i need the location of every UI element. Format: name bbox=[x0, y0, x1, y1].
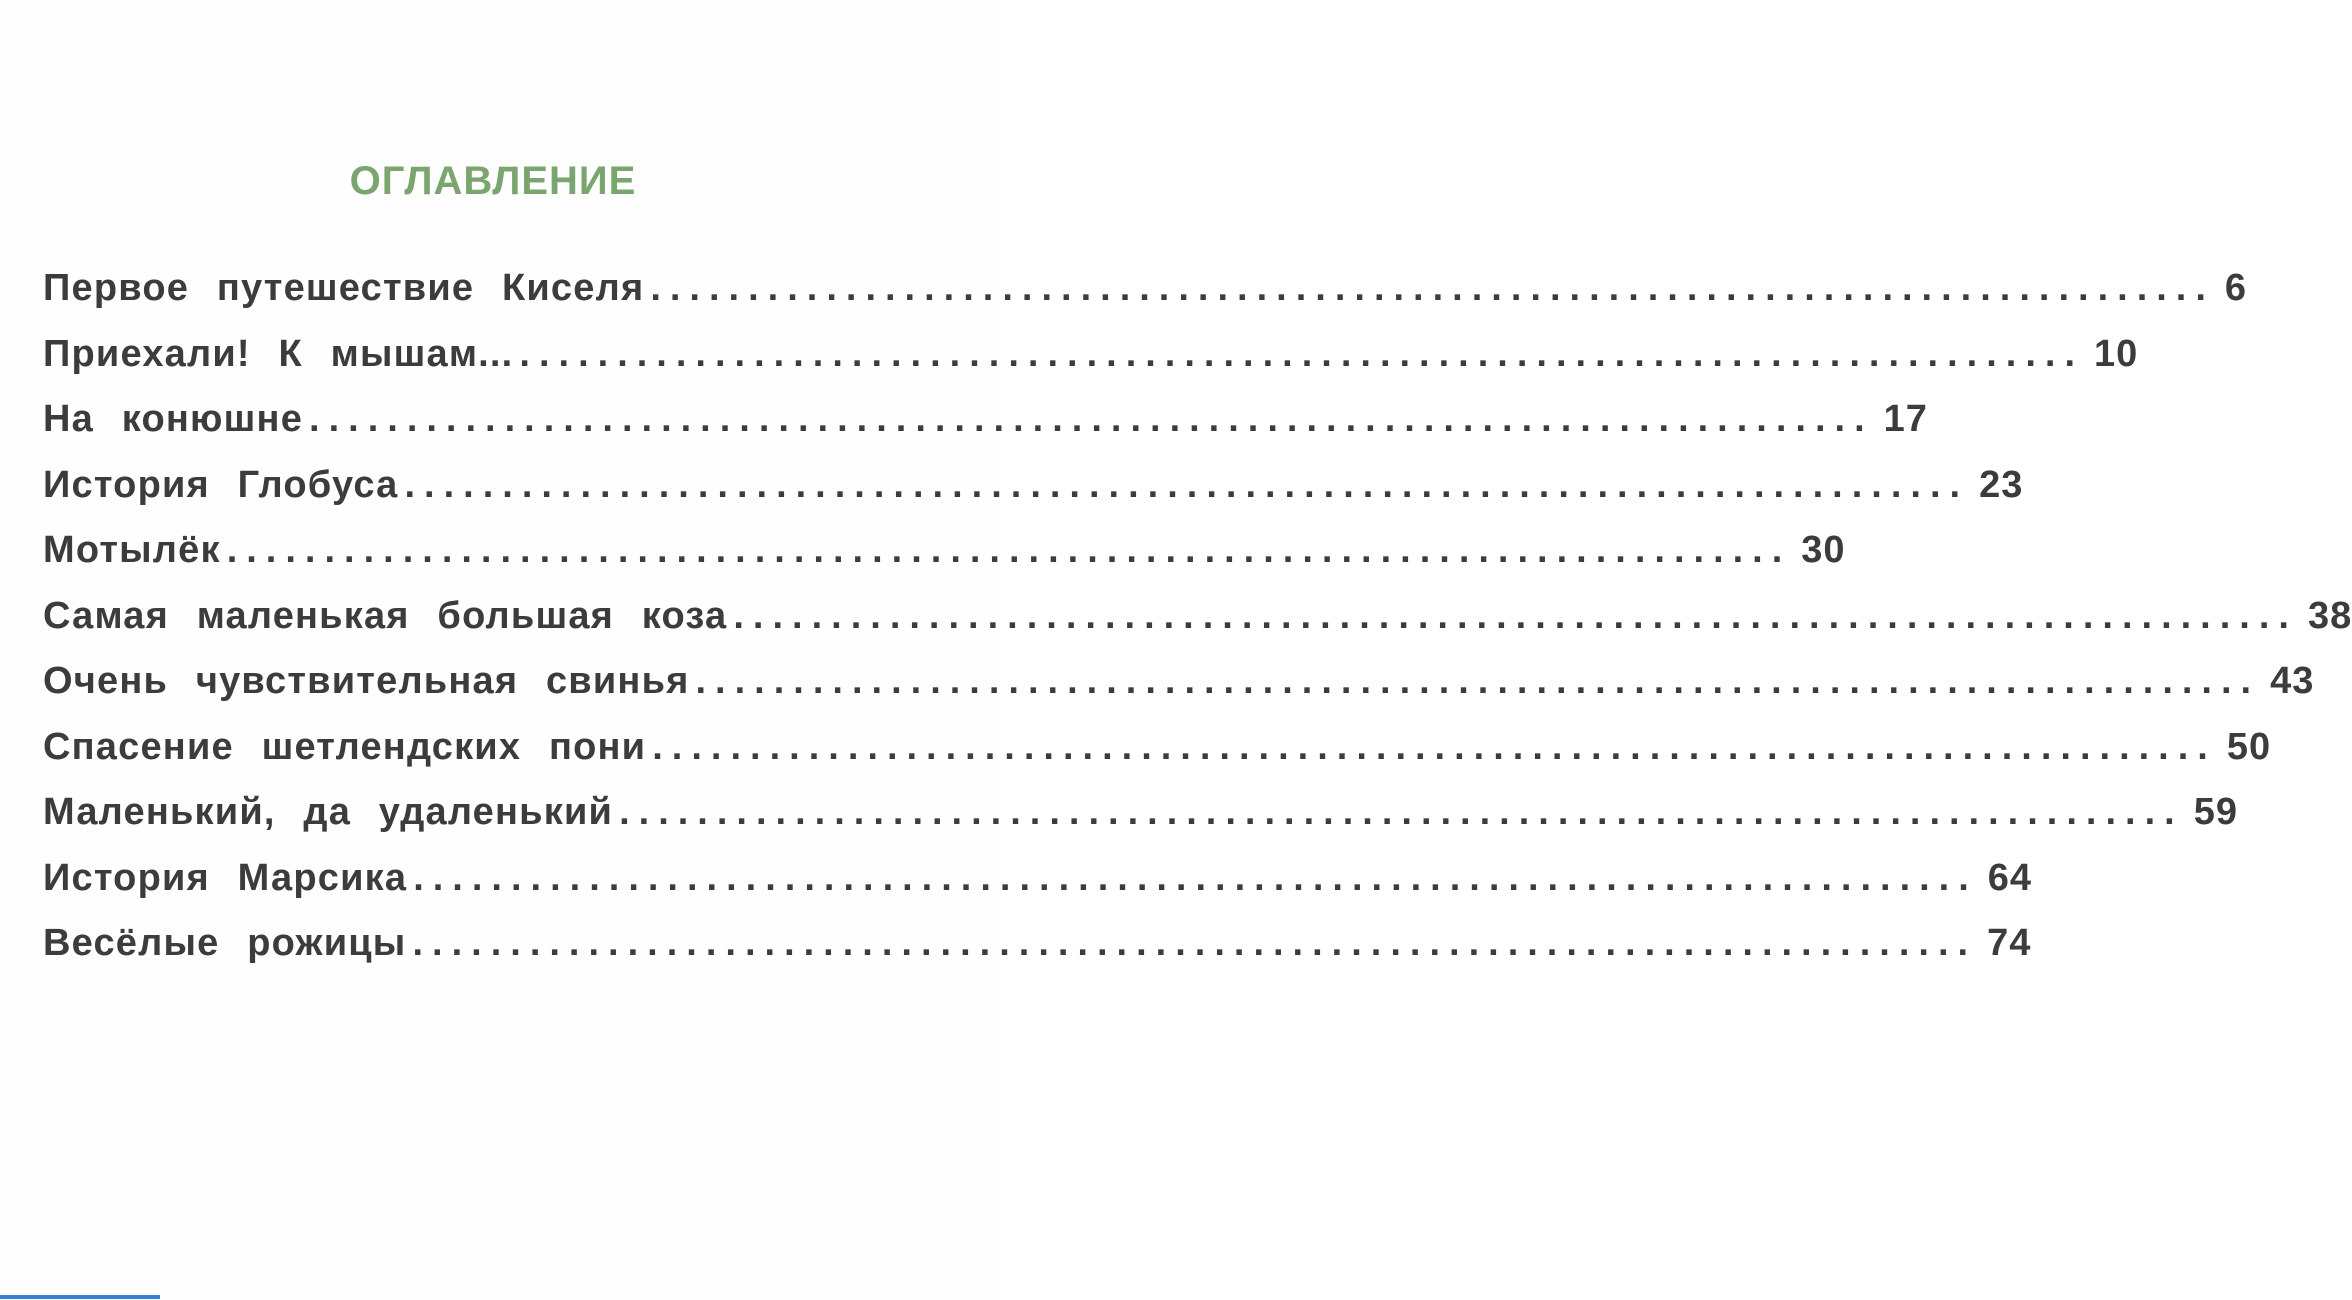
chapter-title: Спасение шетлендских пони bbox=[43, 725, 647, 768]
chapter-title: Самая маленькая большая коза bbox=[43, 594, 728, 637]
page-number: 6 bbox=[2224, 267, 2248, 309]
chapter-title: Маленький, да удаленький bbox=[43, 791, 614, 833]
dot-leader: ................................................................................ bbox=[413, 856, 1978, 899]
toc-entry bbox=[43, 457, 2024, 523]
table-of-contents bbox=[43, 260, 2352, 981]
dot-leader: ................................................................................ bbox=[519, 332, 2085, 375]
page-number: 43 bbox=[2270, 660, 2315, 702]
page-number: 50 bbox=[2226, 725, 2272, 768]
dot-leader: ................................................................................ bbox=[650, 267, 2215, 309]
toc-entry bbox=[43, 522, 1846, 588]
toc-entry bbox=[43, 915, 2032, 981]
chapter-title: История Глобуса bbox=[43, 463, 399, 506]
toc-entry bbox=[43, 653, 2315, 719]
chapter-title: Приехали! К мышам... bbox=[43, 332, 514, 375]
bottom-edge-rule bbox=[0, 1295, 160, 1299]
page-number: 17 bbox=[1883, 398, 1928, 440]
page-number: 23 bbox=[1979, 463, 2024, 506]
page-number: 30 bbox=[1801, 529, 1846, 571]
dot-leader: ................................................................................ bbox=[652, 725, 2217, 768]
page-number: 74 bbox=[1987, 922, 2032, 964]
chapter-title: Очень чувствительная свинья bbox=[43, 660, 690, 702]
dot-leader: ................................................................................ bbox=[226, 529, 1792, 571]
page-number: 38 bbox=[2307, 594, 2352, 637]
chapter-title: История Марсика bbox=[43, 856, 408, 899]
page-number: 59 bbox=[2193, 791, 2238, 833]
dot-leader: ................................................................................ bbox=[695, 660, 2261, 702]
toc-entry bbox=[43, 588, 2352, 654]
page-number: 64 bbox=[1987, 856, 2033, 899]
chapter-title: На конюшне bbox=[43, 398, 304, 440]
chapter-title: Мотылёк bbox=[43, 529, 221, 571]
chapter-title: Весёлые рожицы bbox=[43, 922, 407, 964]
toc-entry bbox=[43, 391, 1928, 457]
toc-entry bbox=[43, 784, 2238, 850]
dot-leader: ................................................................................ bbox=[733, 594, 2298, 637]
chapter-title: Первое путешествие Киселя bbox=[43, 267, 645, 309]
dot-leader: ................................................................................ bbox=[412, 922, 1978, 964]
toc-entry bbox=[43, 850, 2033, 916]
toc-entry bbox=[43, 260, 2248, 326]
toc-entry bbox=[43, 719, 2272, 785]
dot-leader: ................................................................................ bbox=[404, 463, 1970, 506]
page-number: 10 bbox=[2094, 332, 2139, 375]
page-title: ОГЛАВЛЕНИЕ bbox=[349, 158, 637, 203]
toc-entry bbox=[43, 326, 2139, 392]
dot-leader: ................................................................................ bbox=[309, 398, 1874, 440]
dot-leader: ................................................................................ bbox=[619, 791, 2184, 833]
